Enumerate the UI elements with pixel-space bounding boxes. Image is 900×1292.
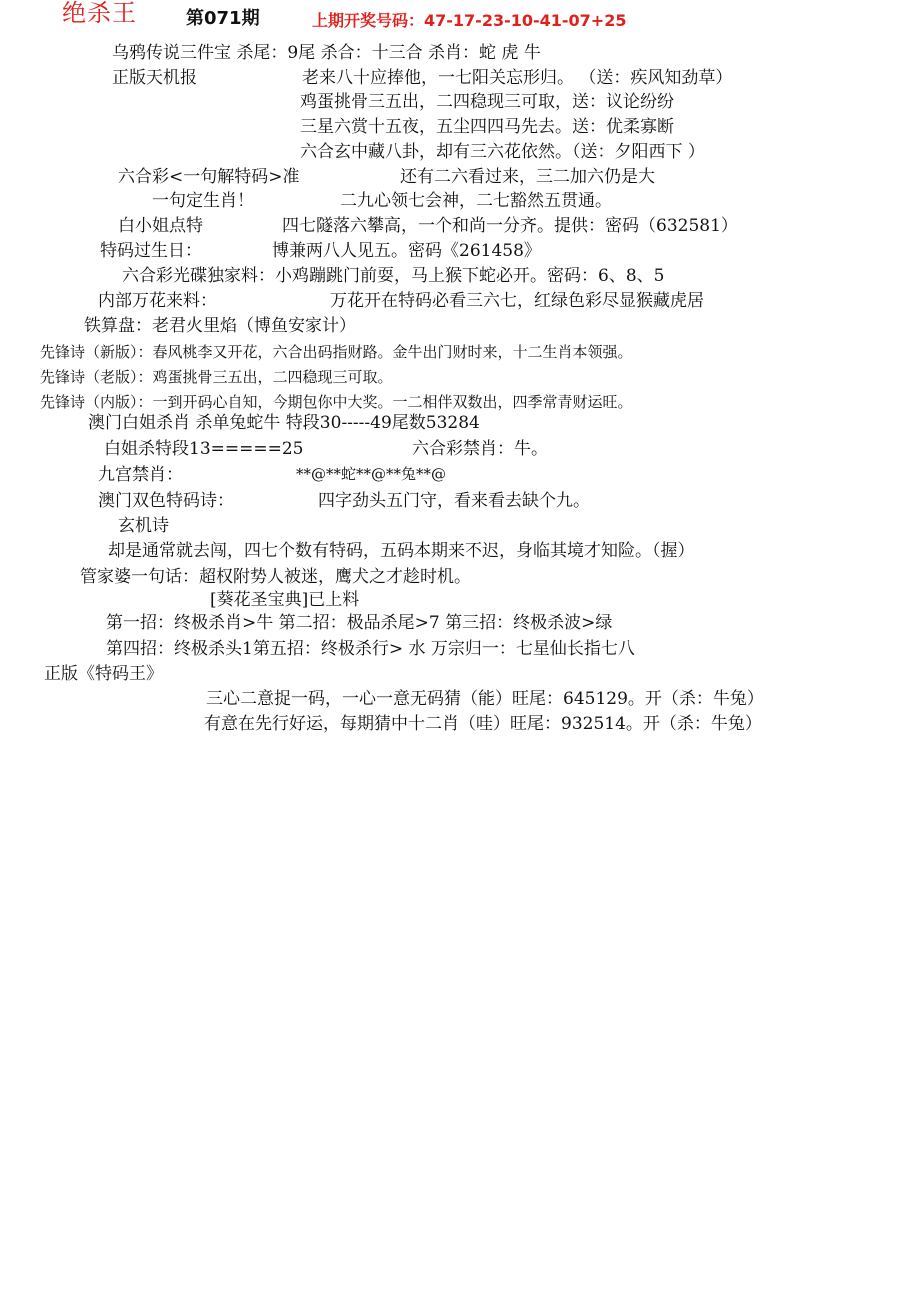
text-line: 第四招：终极杀头1第五招：终极杀行> 水 万宗归一：七星仙长指七八 <box>106 639 635 659</box>
text-line: 三星六赏十五夜，五尘四四马先去。送：优柔寡断 <box>300 117 674 137</box>
text-line: 澳门白姐杀肖 杀单兔蛇牛 特段30-----49尾数53284 <box>88 413 480 433</box>
text-line: 内部万花来料： <box>98 291 217 311</box>
issue-number: 第071期 <box>186 8 260 29</box>
text-line: 六合彩<一句解特码>准 <box>118 167 300 187</box>
text-line: 先锋诗（新版）：春风桃李又开花，六合出码指财路。金牛出门财时来，十二生肖本领强。 <box>40 343 633 361</box>
brand-title: 绝杀王 <box>62 0 137 27</box>
text-line: 特码过生日： <box>100 241 202 261</box>
text-line: 四字劲头五门守，看来看去缺个九。 <box>318 491 590 511</box>
text-line: 还有二六看过来，三二加六仍是大 <box>400 167 655 187</box>
text-line: 澳门双色特码诗： <box>98 491 234 511</box>
text-line: 正版《特码王》 <box>44 664 163 684</box>
text-line: **@**蛇**@**兔**@ <box>296 465 447 483</box>
text-line: 万花开在特码必看三六七，红绿色彩尽显猴藏虎居 <box>330 291 704 311</box>
text-line: 乌鸦传说三件宝 杀尾：9尾 杀合：十三合 杀肖：蛇 虎 牛 <box>112 43 541 63</box>
text-line: 管家婆一句话：超权附势人被迷，鹰犬之才趁时机。 <box>80 567 471 587</box>
text-line: 老来八十应捧他，一七阳关忘形归。 （送：疾风知劲草） <box>302 68 733 88</box>
text-line: 一句定生肖！ <box>152 191 254 211</box>
text-line: 白姐杀特段13=====25 <box>104 439 304 459</box>
text-line: 三心二意捉一码，一心一意无码猜（能）旺尾：645129。开（杀：牛兔） <box>206 689 764 709</box>
text-line: 有意在先行好运，每期猜中十二肖（哇）旺尾：932514。开（杀：牛兔） <box>204 714 762 734</box>
text-line: 博兼两八人见五。密码《261458》 <box>272 241 541 261</box>
last-draw-numbers: 上期开奖号码：47-17-23-10-41-07+25 <box>312 11 627 30</box>
text-line: 四七隧落六攀高，一个和尚一分齐。提供：密码（632581） <box>282 216 738 236</box>
text-line: 玄机诗 <box>118 516 169 536</box>
text-line: 白小姐点特 <box>118 216 203 236</box>
text-line: 却是通常就去闯，四七个数有特码，五码本期来不迟，身临其境才知险。（握） <box>108 541 695 561</box>
text-line: 九宫禁肖： <box>98 465 183 485</box>
text-line: 铁算盘：老君火里焰（博鱼安家计） <box>84 316 356 336</box>
text-line: 六合玄中藏八卦，却有三六花依然。（送：夕阳西下 ） <box>300 142 705 162</box>
text-line: [葵花圣宝典]已上料 <box>210 590 360 610</box>
text-line: 正版天机报 <box>112 68 197 88</box>
text-line: 六合彩光碟独家料：小鸡蹦跳门前耍，马上猴下蛇必开。密码：6、8、5 <box>122 266 665 286</box>
text-line: 先锋诗（老版）：鸡蛋挑骨三五出，二四稳现三可取。 <box>40 368 393 386</box>
text-line: 六合彩禁肖：牛。 <box>412 439 548 459</box>
text-line: 先锋诗（内版）：一到开码心自知，今期包你中大奖。一二相伴双数出，四季常青财运旺。 <box>40 393 633 411</box>
text-line: 鸡蛋挑骨三五出，二四稳现三可取，送：议论纷纷 <box>300 92 674 112</box>
text-line: 第一招：终极杀肖>牛 第二招：极品杀尾>7 第三招：终极杀波>绿 <box>106 613 613 633</box>
text-line: 二九心领七会神，二七豁然五贯通。 <box>340 191 612 211</box>
